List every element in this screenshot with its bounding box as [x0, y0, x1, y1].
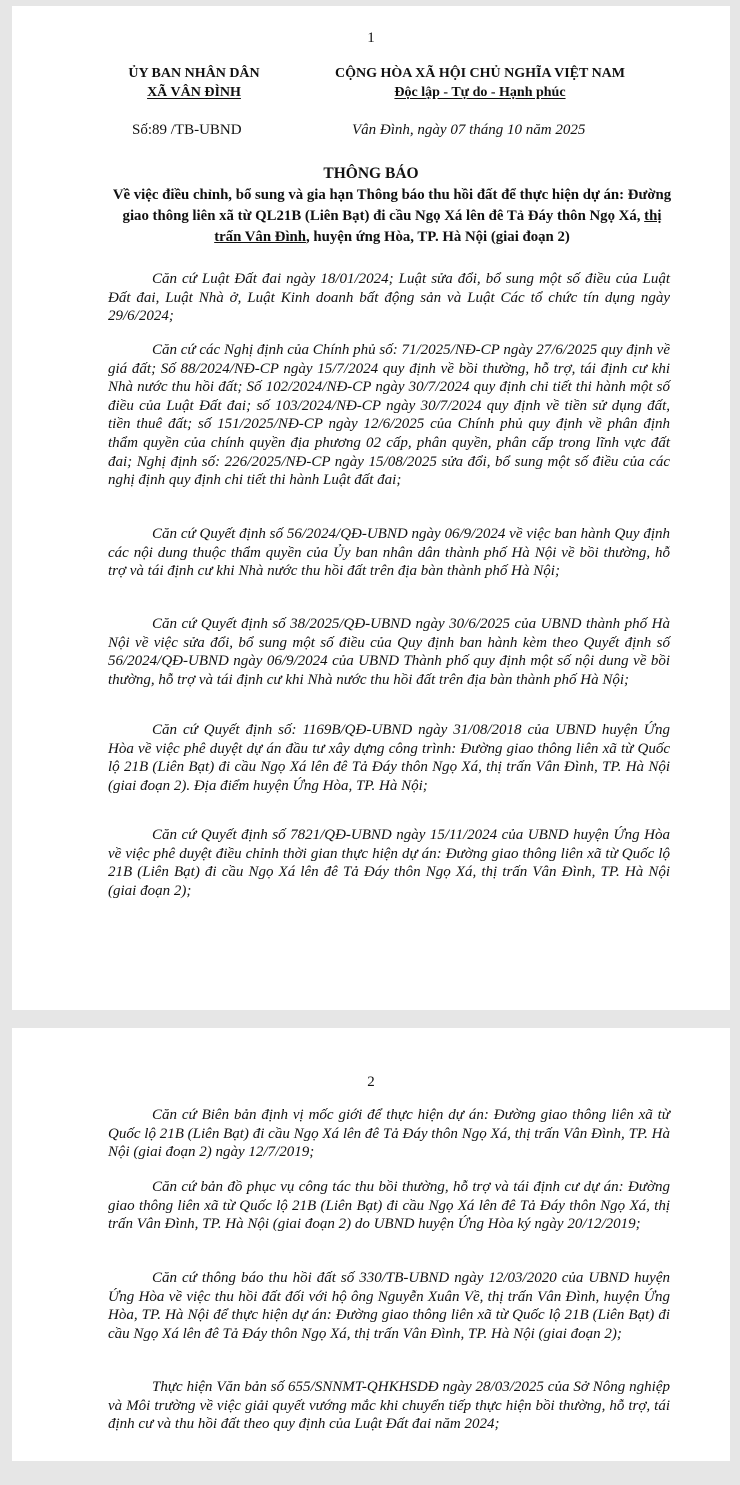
legal-basis-paragraph: Căn cứ Luật Đất đai ngày 18/01/2024; Luật sửa đổi, bổ sung một số điều của Luật Đất đai, Luật Nhà ở, Luật Kinh doanh bất động sản và Luật Các tổ chức tín dụng ngày 29/6/2024; — [108, 271, 670, 325]
legal-basis-paragraph: Căn cứ Biên bản định vị mốc giới để thực hiện dự án: Đường giao thông liên xã từ Quốc lộ 21B (Liên Bạt) đi cầu Ngọ Xá lên đê Tả Đáy thôn Ngọ Xá, thị trấn Vân Đình, TP. Hà Nội (giai đoạn 2) ngày 12/7/2019; — [108, 1107, 670, 1161]
document-subject — [112, 185, 672, 248]
subject-text-2: , huyện ứng Hòa, TP. Hà Nội (giai đoạn 2) — [306, 229, 570, 245]
issuing-agency-header — [108, 64, 280, 102]
document-number: Số:89 /TB-UBND — [132, 122, 242, 138]
agency-line-1: ỦY BAN NHÂN DÂN — [128, 66, 260, 81]
legal-basis-paragraph: Căn cứ Quyết định số 7821/QĐ-UBND ngày 15/11/2024 của UBND huyện Ứng Hòa về việc phê duyệt điều chỉnh thời gian thực hiện dự án: Đường giao thông liên xã từ Quốc lộ 21B (Liên Bạt) đi cầu Ngọ Xá lên đê Tả Đáy thôn Ngọ Xá, thị trấn Vân Đình, TP. Hà Nội (giai đoạn 2); — [108, 827, 670, 899]
legal-basis-paragraph: Căn cứ bản đồ phục vụ công tác thu bồi thường, hỗ trợ và tái định cư dự án: Đường giao thông liên xã từ Quốc lộ 21B (Liên Bạt) đi cầu Ngọ Xá lên đê Tả Đáy thôn Ngọ Xá, thị trấn Vân Đình, TP. Hà Nội (giai đoạn 2) do UBND huyện Ứng Hòa ký ngày 20/12/2019; — [108, 1179, 670, 1233]
page-number: 1 — [367, 30, 375, 46]
legal-basis-paragraph: Căn cứ các Nghị định của Chính phủ số: 71/2025/NĐ-CP ngày 27/6/2025 quy định về giá đất; Số 88/2024/NĐ-CP ngày 15/7/2024 quy định về bồi thường, hỗ trợ, tái định cư khi Nhà nước thu hồi đất; Số 102/2024/NĐ-CP ngày 30/7/2024 quy định chi tiết thi hành một số điều của Luật Đất đai; số 103/2024/NĐ-CP ngày 30/7/2024 quy định về tiền sử dụng đất, tiền thuê đất; số 151/2025/NĐ-CP ngày 12/6/2025 của Chính phủ quy định về phân định thẩm quyền của chính quyền địa phương 02 cấp, phân quyền, phân cấp trong lĩnh vực đất đai; Nghị định số: 226/2025/NĐ-CP ngày 15/08/2025 sửa đổi, bổ sung một số điều của các nghị định quy định chi tiết thi hành Luật đất đai; — [108, 342, 670, 489]
country-name: CỘNG HÒA XÃ HỘI CHỦ NGHĨA VIỆT NAM — [334, 66, 625, 81]
document-page-1 — [12, 6, 730, 1010]
document-title: THÔNG BÁO — [323, 165, 419, 182]
national-motto-header — [294, 64, 666, 102]
subject-text-underlined: thị trấn Vân Đình — [214, 208, 662, 245]
legal-basis-paragraph: Căn cứ Quyết định số 56/2024/QĐ-UBND ngày 06/9/2024 về việc ban hành Quy định các nội dung thuộc thẩm quyền của Ủy ban nhân dân thành phố Hà Nội về bồi thường, hỗ trợ và tái định cư khi Nhà nước thu hồi đất trên địa bàn thành phố Hà Nội; — [108, 526, 670, 580]
document-page-2 — [12, 1028, 730, 1461]
legal-basis-paragraph: Căn cứ Quyết định số 38/2025/QĐ-UBND ngày 30/6/2025 của UBND thành phố Hà Nội về việc sửa đổi, bổ sung một số điều của Quy định ban hành kèm theo Quyết định số 56/2024/QĐ-UBND ngày 06/9/2024 của UBND Thành phố quy định một số nội dung về bồi thường, hỗ trợ và tái định cư khi Nhà nước thu hồi đất trên địa bàn thành phố Hà Nội; — [108, 616, 670, 688]
subject-text-1: Về việc điều chỉnh, bổ sung và gia hạn Thông báo thu hồi đất để thực hiện dự án: Đường giao thông liên xã từ QL21B (Liên Bạt) đi cầu Ngọ Xá lên đê Tả Đáy thôn Ngọ Xá, — [112, 187, 672, 224]
place-date-line: Vân Đình, ngày 07 tháng 10 năm 2025 — [352, 122, 586, 138]
page-number: 2 — [367, 1074, 375, 1090]
legal-basis-paragraph: Căn cứ Quyết định số: 1169B/QĐ-UBND ngày 31/08/2018 của UBND huyện Ứng Hòa về việc phê duyệt dự án đầu tư xây dựng công trình: Đường giao thông liên xã từ Quốc lộ 21B (Liên Bạt) đi cầu Ngọ Xá lên đê Tả Đáy thôn Ngọ Xá, thị trấn Vân Đình, TP. Hà Nội (giai đoạn 2). Địa điểm huyện Ứng Hòa, TP. Hà Nội; — [108, 722, 670, 794]
agency-line-2: XÃ VÂN ĐÌNH — [147, 85, 241, 100]
legal-basis-paragraph: Căn cứ thông báo thu hồi đất số 330/TB-UBND ngày 12/03/2020 của UBND huyện Ứng Hòa về việc thu hồi đất đối với hộ ông Nguyễn Xuân Về, thị trấn Vân Đình, huyện Ứng Hòa, TP. Hà Nội để thực hiện dự án: Đường giao thông liên xã từ Quốc lộ 21B (Liên Bạt) đi cầu Ngọ Xá lên đê Tả Đáy thôn Ngọ Xá, thị trấn Vân Đình, TP. Hà Nội (giai đoạn 2); — [108, 1270, 670, 1342]
national-motto: Độc lập - Tự do - Hạnh phúc — [394, 85, 566, 100]
legal-basis-paragraph: Thực hiện Văn bản số 655/SNNMT-QHKHSDĐ ngày 28/03/2025 của Sở Nông nghiệp và Môi trường về việc giải quyết vướng mắc khi chuyển tiếp thực hiện bồi thường, hỗ trợ, tái định cư và thu hồi đất theo quy định của Luật Đất đai năm 2024; — [108, 1379, 670, 1433]
